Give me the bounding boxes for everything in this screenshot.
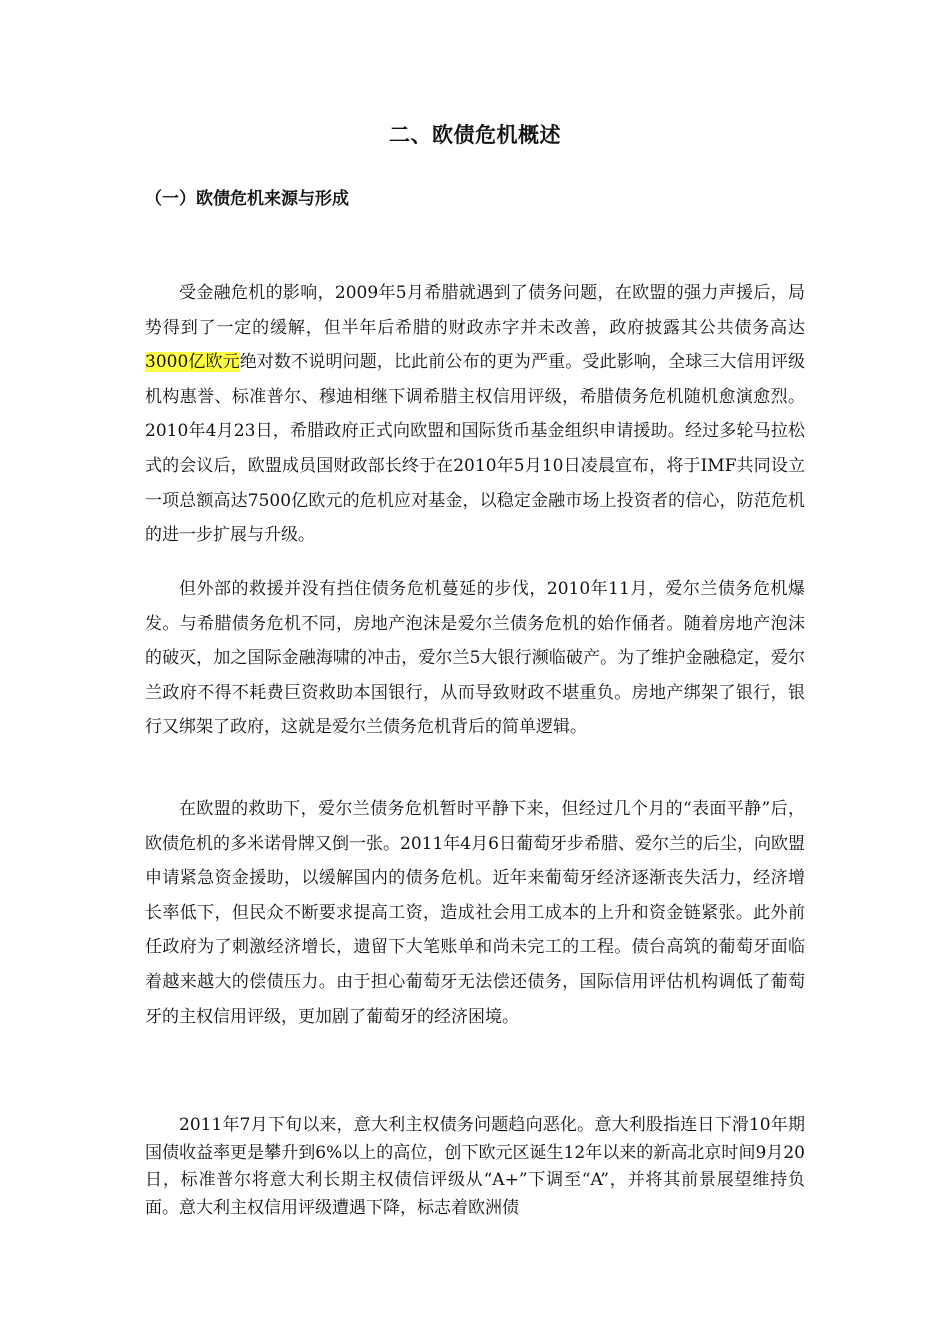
- section-heading: （一）欧债危机来源与形成: [145, 189, 349, 209]
- paragraph-text: 但外部的救援并没有挡住债务危机蔓延的步伐，2010年11月，爱尔兰债务危机爆发。与希腊债务危机不同，房地产泡沫是爱尔兰债务危机的始作俑者。随着房地产泡沫的破灭，加之国际金融海啸的冲击，爱尔兰5大银行濒临破产。为了维护金融稳定，爱尔兰政府不得不耗费巨资救助本国银行，从而导致财政不堪重负。房地产绑架了银行，银行又绑架了政府，这就是爱尔兰债务危机背后的简单逻辑。: [145, 579, 805, 738]
- highlighted-text: 3000亿欧元: [145, 352, 240, 373]
- page-title: 二、欧债危机概述: [389, 123, 561, 147]
- paragraph-text-part: 绝对数不说明问题，比此前公布的更为严重。受此影响，全球三大信用评级机构惠誉、标准普尔、穆迪相继下调希腊主权信用评级，希腊债务危机随机愈演愈烈。2010年4月23日，希腊政府正式向欧盟和国际货币基金组织申请援助。经过多轮马拉松式的会议后，欧盟成员国财政部长终于在2010年5月10日凌晨宣布，将于IMF共同设立一项总额高达7500亿欧元的危机应对基金，以稳定金融市场上投资者的信心，防范危机的进一步扩展与升级。: [145, 352, 806, 546]
- paragraph-ireland: [145, 572, 805, 745]
- paragraph-italy: [145, 1112, 805, 1222]
- paragraph-text: 在欧盟的救助下，爱尔兰债务危机暂时平静下来，但经过几个月的“表面平静”后，欧债危机的多米诺骨牌又倒一张。2011年4月6日葡萄牙步希腊、爱尔兰的后尘，向欧盟申请紧急资金援助，以缓解国内的债务危机。近年来葡萄牙经济逐渐丧失活力，经济增长率低下，但民众不断要求提高工资，造成社会用工成本的上升和资金链紧张。此外前任政府为了刺激经济增长，遗留下大笔账单和尚未完工的工程。债台高筑的葡萄牙面临着越来越大的偿债压力。由于担心葡萄牙无法偿还债务，国际信用评估机构调低了葡萄牙的主权信用评级，更加剧了葡萄牙的经济困境。: [145, 799, 805, 1027]
- paragraph-greece: [145, 276, 805, 553]
- paragraph-text: 2011年7月下旬以来，意大利主权债务问题趋向恶化。意大利股指连日下滑10年期国债收益率更是攀升到6%以上的高位，创下欧元区诞生12年以来的新高北京时间9月20日，标准普尔将意大利长期主权债信评级从“A+”下调至“A”，并将其前景展望维持负面。意大利主权信用评级遭遇下降，标志着欧洲债: [145, 1115, 805, 1218]
- paragraph-text-part: 受金融危机的影响，2009年5月希腊就遇到了债务问题，在欧盟的强力声援后，局势得到了一定的缓解，但半年后希腊的财政赤字并未改善，政府披露其公共债务高达: [145, 283, 805, 338]
- paragraph-text: [145, 276, 805, 553]
- paragraph-portugal: [145, 792, 805, 1034]
